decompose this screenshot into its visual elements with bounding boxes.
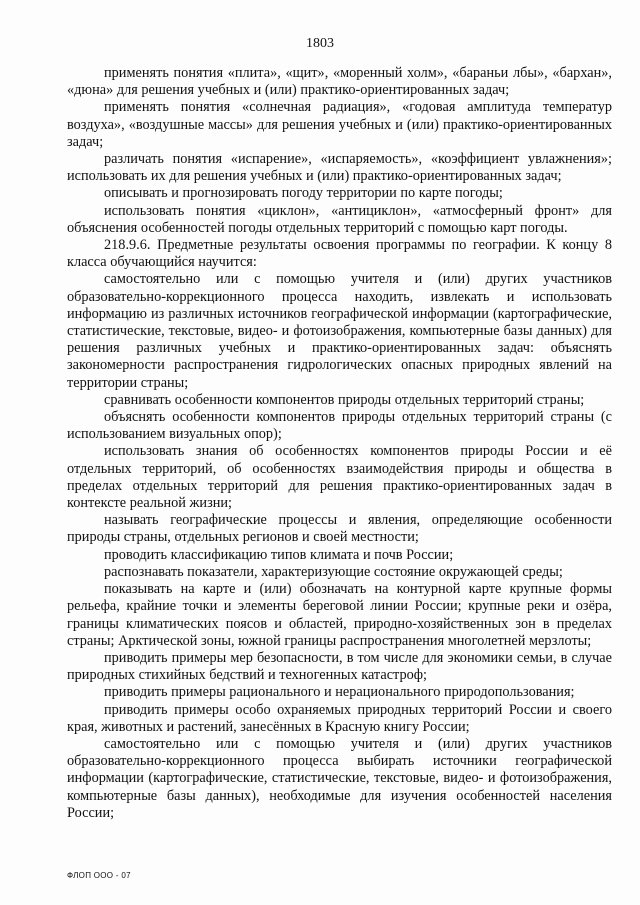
paragraph: использовать понятия «циклон», «антициклон», «атмосферный фронт» для объяснения особенностей погоды отдельных территорий с помощью карт погоды. — [67, 202, 612, 236]
paragraph: приводить примеры мер безопасности, в том числе для экономики семьи, в случае природных стихийных бедствий и техногенных катастроф; — [67, 649, 612, 684]
section-heading-paragraph: 218.9.6. Предметные результаты освоения программы по географии. К концу 8 класса обучающийся научится: — [67, 237, 612, 271]
paragraph: различать понятия «испарение», «испаряемость», «коэффициент увлажнения»; использовать их для решения учебных и (или) практико-ориентированных задач; — [67, 151, 612, 185]
paragraph: применять понятия «плита», «щит», «моренный холм», «бараньи лбы», «бархан», «дюна» для решения учебных и (или) практико-ориентированных задач; — [67, 65, 612, 99]
paragraph: приводить примеры особо охраняемых природных территорий России и своего края, животных и растений, занесённых в Красную книгу России; — [67, 701, 612, 735]
paragraph: самостоятельно или с помощью учителя и (или) других участников образовательно-коррекционного процесса находить, извлекать и использовать информацию из различных источников географической информации (картографические, статистические, текстовые, видео- и фотоизображения, компьютерные базы данных) для решения различных учебных и практико-ориентированных задач: объяснять закономерности распространения гидрологических опасных природных явлений на территории страны; — [67, 271, 612, 391]
paragraph: использовать знания об особенностях компонентов природы России и её отдельных территорий, об особенностях взаимодействия природы и общества в пределах отдельных территорий для решения практико-ориентированных задач в контексте реальной жизни; — [67, 443, 612, 512]
paragraph: называть географические процессы и явления, определяющие особенности природы страны, отдельных регионов и своей местности; — [67, 512, 612, 546]
paragraph: сравнивать особенности компонентов природы отдельных территорий страны; — [104, 391, 585, 408]
paragraph: самостоятельно или с помощью учителя и (или) других участников образовательно-коррекционного процесса выбирать источники географической информации (картографические, статистические, текстовые, видео- и фотоизображения, компьютерные базы данных), необходимые для изучения особенностей населения России; — [67, 735, 612, 821]
paragraph: проводить классификацию типов климата и почв России; — [104, 546, 454, 563]
paragraph: применять понятия «солнечная радиация», «годовая амплитуда температур воздуха», «воздушные массы» для решения учебных и (или) практико-ориентированных задач; — [67, 99, 612, 150]
paragraph: приводить примеры рационального и нерационального природопользования; — [104, 684, 575, 701]
page-number: 1803 — [306, 36, 334, 51]
paragraph: распознавать показатели, характеризующие состояние окружающей среды; — [104, 563, 563, 580]
paragraph: показывать на карте и (или) обозначать на контурной карте крупные формы рельефа, крайние точки и элементы береговой линии России; крупные реки и озёра, границы климатических поясов и областей, природно-хозяйственных зон в пределах страны; Арктической зоны, южной границы распространения многолетней мерзлоты; — [67, 581, 612, 649]
footer-code: ФЛОП ООО - 07 — [67, 871, 131, 880]
document-body — [67, 65, 612, 822]
paragraph: описывать и прогнозировать погоду территории по карте погоды; — [104, 185, 503, 202]
paragraph: объяснять особенности компонентов природы отдельных территорий страны (с использованием визуальных опор); — [67, 409, 612, 443]
